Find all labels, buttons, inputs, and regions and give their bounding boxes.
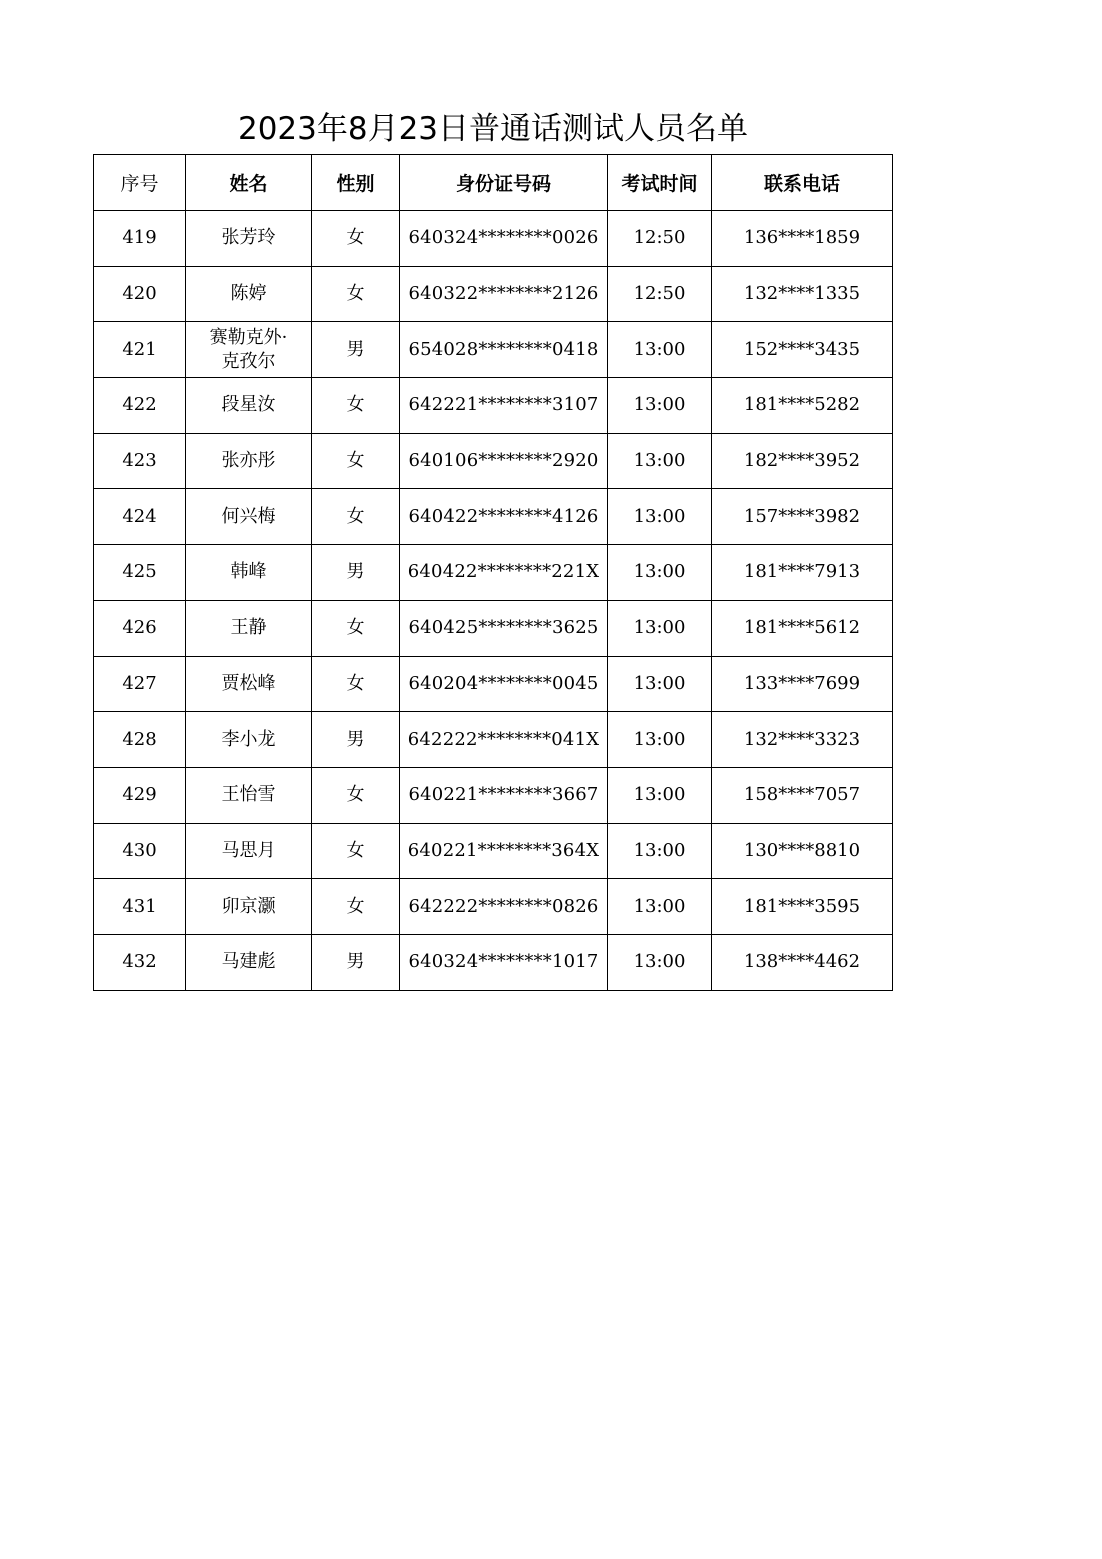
cell-gender: 女 [312,211,400,267]
cell-exam-time: 13:00 [608,767,712,823]
table-row [94,266,893,322]
cell-gender: 女 [312,823,400,879]
cell-phone: 181****7913 [712,545,893,601]
cell-phone: 130****8810 [712,823,893,879]
cell-name: 卯京灏 [186,879,312,935]
cell-gender: 男 [312,934,400,990]
cell-serial-number: 421 [94,322,186,378]
cell-exam-time: 13:00 [608,378,712,434]
table-row [94,712,893,768]
cell-serial-number: 422 [94,378,186,434]
cell-serial-number: 419 [94,211,186,267]
header-row [94,155,893,211]
cell-gender: 女 [312,656,400,712]
cell-gender: 男 [312,545,400,601]
cell-name: 张芳玲 [186,211,312,267]
cell-name: 李小龙 [186,712,312,768]
cell-phone: 181****5612 [712,600,893,656]
cell-id-number: 640422********221X [400,545,608,601]
cell-id-number: 642222********041X [400,712,608,768]
table-row [94,656,893,712]
cell-phone: 136****1859 [712,211,893,267]
header-name: 姓名 [186,155,312,211]
cell-id-number: 640221********364X [400,823,608,879]
table-row [94,879,893,935]
table-row [94,767,893,823]
cell-phone: 132****1335 [712,266,893,322]
cell-name: 贾松峰 [186,656,312,712]
cell-exam-time: 13:00 [608,823,712,879]
cell-serial-number: 424 [94,489,186,545]
cell-exam-time: 13:00 [608,934,712,990]
cell-phone: 181****5282 [712,378,893,434]
cell-name: 何兴梅 [186,489,312,545]
cell-id-number: 640221********3667 [400,767,608,823]
cell-phone: 138****4462 [712,934,893,990]
header-id-number: 身份证号码 [400,155,608,211]
cell-gender: 男 [312,712,400,768]
cell-gender: 女 [312,879,400,935]
cell-name: 赛勒克外· 克孜尔 [186,322,312,378]
roster-table [93,154,893,991]
cell-exam-time: 13:00 [608,322,712,378]
cell-serial-number: 428 [94,712,186,768]
table-row [94,545,893,601]
cell-serial-number: 427 [94,656,186,712]
cell-serial-number: 431 [94,879,186,935]
cell-serial-number: 426 [94,600,186,656]
cell-exam-time: 13:00 [608,656,712,712]
table-row [94,600,893,656]
cell-exam-time: 13:00 [608,879,712,935]
cell-gender: 女 [312,266,400,322]
cell-phone: 132****3323 [712,712,893,768]
cell-name: 陈婷 [186,266,312,322]
cell-phone: 152****3435 [712,322,893,378]
cell-exam-time: 13:00 [608,489,712,545]
cell-exam-time: 13:00 [608,600,712,656]
cell-exam-time: 12:50 [608,211,712,267]
cell-gender: 女 [312,600,400,656]
cell-gender: 男 [312,322,400,378]
cell-phone: 157****3982 [712,489,893,545]
header-phone: 联系电话 [712,155,893,211]
page-title: 2023年8月23日普通话测试人员名单 [237,111,749,147]
cell-name: 马建彪 [186,934,312,990]
cell-exam-time: 13:00 [608,433,712,489]
cell-id-number: 640322********2126 [400,266,608,322]
cell-gender: 女 [312,489,400,545]
cell-phone: 182****3952 [712,433,893,489]
cell-phone: 158****7057 [712,767,893,823]
table-row [94,322,893,378]
cell-phone: 181****3595 [712,879,893,935]
cell-id-number: 642222********0826 [400,879,608,935]
cell-id-number: 640204********0045 [400,656,608,712]
table-row [94,934,893,990]
cell-id-number: 654028********0418 [400,322,608,378]
cell-exam-time: 13:00 [608,545,712,601]
cell-name: 马思月 [186,823,312,879]
cell-id-number: 642221********3107 [400,378,608,434]
cell-gender: 女 [312,433,400,489]
cell-exam-time: 12:50 [608,266,712,322]
cell-serial-number: 420 [94,266,186,322]
cell-name: 张亦彤 [186,433,312,489]
cell-serial-number: 425 [94,545,186,601]
cell-serial-number: 423 [94,433,186,489]
table-body [94,211,893,991]
cell-id-number: 640106********2920 [400,433,608,489]
table-header [94,155,893,211]
cell-gender: 女 [312,767,400,823]
cell-name: 王怡雪 [186,767,312,823]
cell-exam-time: 13:00 [608,712,712,768]
cell-id-number: 640324********1017 [400,934,608,990]
header-gender: 性别 [312,155,400,211]
header-exam-time: 考试时间 [608,155,712,211]
table-row [94,489,893,545]
table-row [94,211,893,267]
table-row [94,433,893,489]
cell-name: 段星汝 [186,378,312,434]
cell-name: 王静 [186,600,312,656]
cell-id-number: 640422********4126 [400,489,608,545]
cell-serial-number: 432 [94,934,186,990]
cell-gender: 女 [312,378,400,434]
cell-id-number: 640425********3625 [400,600,608,656]
cell-id-number: 640324********0026 [400,211,608,267]
header-serial-number: 序号 [94,155,186,211]
cell-serial-number: 430 [94,823,186,879]
cell-serial-number: 429 [94,767,186,823]
table-row [94,823,893,879]
table-row [94,378,893,434]
cell-phone: 133****7699 [712,656,893,712]
cell-name: 韩峰 [186,545,312,601]
